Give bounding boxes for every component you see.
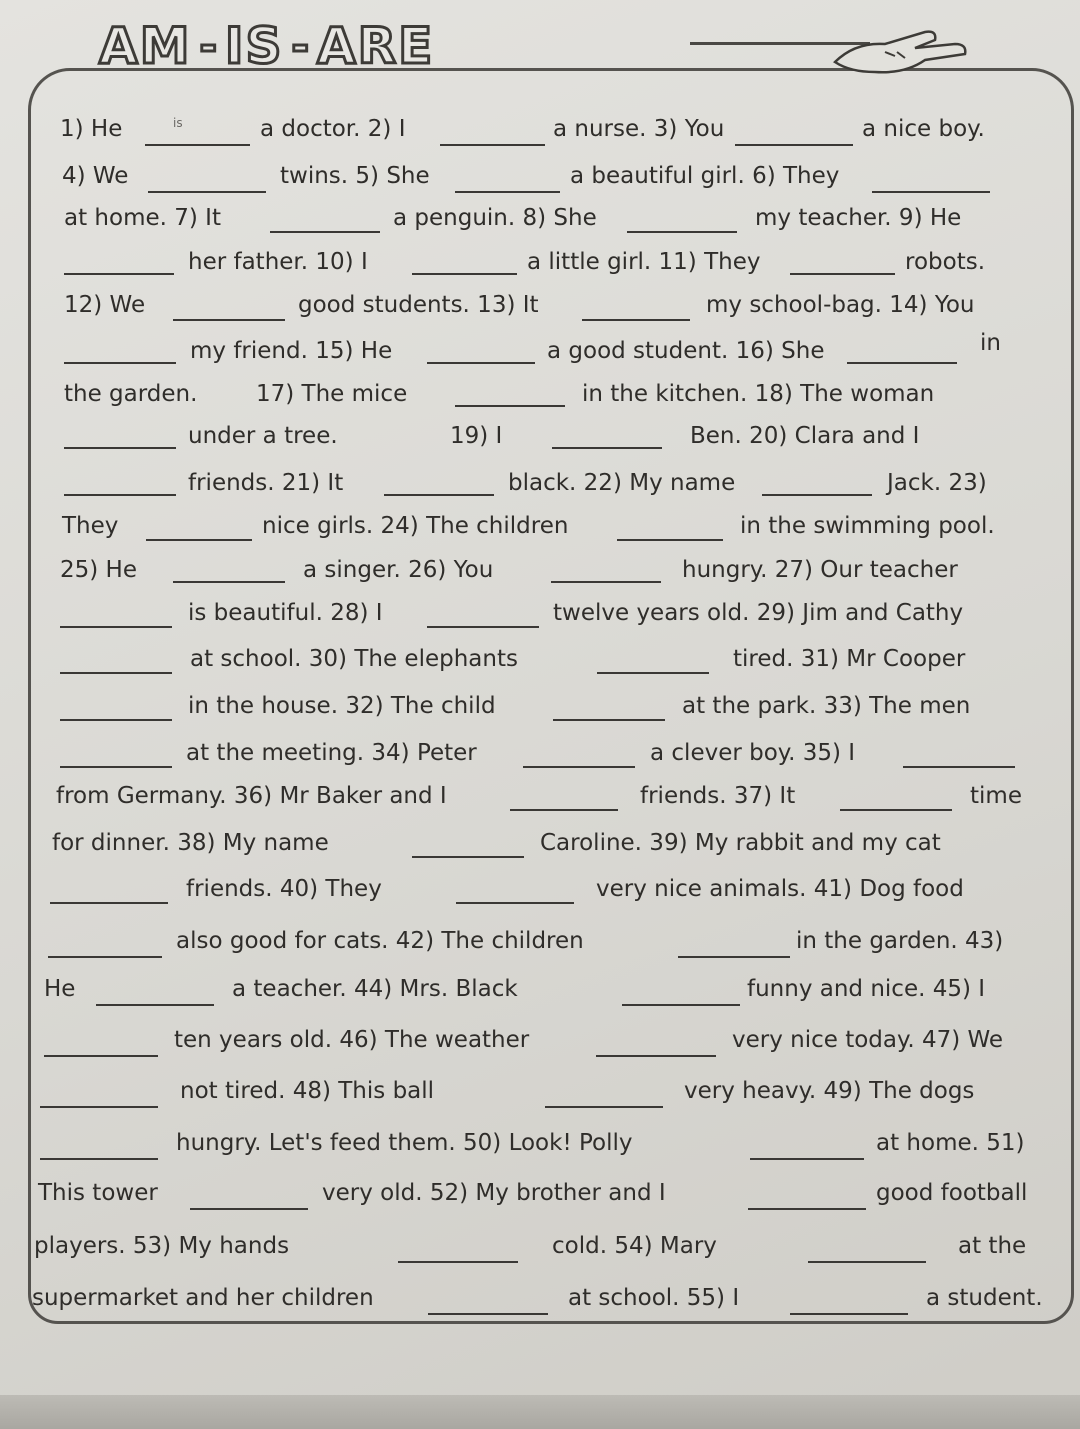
- line-text: 1) He: [60, 116, 123, 142]
- pointing-hand-icon: [825, 22, 975, 82]
- exercise-line: [0, 830, 1080, 870]
- answer-blank[interactable]: [48, 956, 162, 958]
- line-text: 25) He: [60, 557, 137, 583]
- line-text: in the garden. 43): [796, 928, 1004, 954]
- exercise-line: [0, 205, 1080, 245]
- line-text: robots.: [905, 249, 986, 275]
- answer-blank[interactable]: [748, 1208, 866, 1210]
- answer-blank[interactable]: [750, 1158, 864, 1160]
- line-text: a penguin. 8) She: [393, 205, 597, 231]
- line-text: black. 22) My name: [508, 470, 736, 496]
- line-text: 4) We: [62, 163, 129, 189]
- exercise-line: [0, 1027, 1080, 1067]
- answer-blank[interactable]: [398, 1261, 518, 1263]
- line-text: very nice today. 47) We: [732, 1027, 1004, 1053]
- line-text: nice girls. 24) The children: [262, 513, 569, 539]
- title-am: AM: [99, 17, 192, 75]
- answer-blank[interactable]: [790, 1313, 908, 1315]
- line-text: good students. 13) It: [298, 292, 539, 318]
- answer-blank[interactable]: [678, 956, 790, 958]
- answer-blank[interactable]: [545, 1106, 663, 1108]
- answer-blank[interactable]: [64, 447, 176, 449]
- answer-blank[interactable]: [148, 191, 266, 193]
- line-text: very old. 52) My brother and I: [322, 1180, 666, 1206]
- answer-blank[interactable]: [840, 809, 952, 811]
- exercise-line: [0, 1285, 1080, 1325]
- answer-blank[interactable]: [173, 319, 285, 321]
- answer-blank[interactable]: [64, 362, 176, 364]
- line-text: He: [44, 976, 76, 1002]
- exercise-line: [0, 1130, 1080, 1170]
- exercise-line: [0, 1180, 1080, 1220]
- answer-blank[interactable]: [552, 447, 662, 449]
- line-text: my friend. 15) He: [190, 338, 393, 364]
- line-text: also good for cats. 42) The children: [176, 928, 584, 954]
- line-text: hungry. 27) Our teacher: [682, 557, 958, 583]
- line-text: 12) We: [64, 292, 146, 318]
- exercise-line: [0, 330, 1080, 378]
- line-text: is beautiful. 28) I: [188, 600, 383, 626]
- line-text: at school. 55) I: [568, 1285, 740, 1311]
- answer-blank[interactable]: [146, 539, 252, 541]
- line-text: supermarket and her children: [32, 1285, 374, 1311]
- line-text: a clever boy. 35) I: [650, 740, 856, 766]
- line-text: my school-bag. 14) You: [706, 292, 975, 318]
- exercise-line: [0, 381, 1080, 421]
- line-text: a student.: [926, 1285, 1043, 1311]
- answer-blank[interactable]: [510, 809, 618, 811]
- answer-blank[interactable]: [64, 273, 174, 275]
- line-text: a nurse. 3) You: [553, 116, 725, 142]
- line-text: twins. 5) She: [280, 163, 430, 189]
- exercise-line: [0, 928, 1080, 968]
- exercise-line: [0, 1233, 1080, 1273]
- answer-blank[interactable]: [428, 1313, 548, 1315]
- line-text: tired. 31) Mr Cooper: [733, 646, 966, 672]
- line-text: ten years old. 46) The weather: [174, 1027, 530, 1053]
- line-text: twelve years old. 29) Jim and Cathy: [553, 600, 964, 626]
- answer-blank[interactable]: [523, 766, 635, 768]
- line-text: players. 53) My hands: [34, 1233, 290, 1259]
- line-text: for dinner. 38) My name: [52, 830, 329, 856]
- title-is: IS: [224, 17, 284, 75]
- answer-blank[interactable]: [617, 539, 723, 541]
- line-text: from Germany. 36) Mr Baker and I: [56, 783, 447, 809]
- page-bottom-edge: [0, 1395, 1080, 1429]
- answer-blank[interactable]: [145, 144, 250, 146]
- exercise-line: [0, 513, 1080, 553]
- answer-blank[interactable]: [427, 362, 535, 364]
- line-text: friends. 21) It: [188, 470, 344, 496]
- answer-blank[interactable]: [622, 1004, 740, 1006]
- line-text: in the house. 32) The child: [188, 693, 496, 719]
- line-text: hungry. Let's feed them. 50) Look! Polly: [176, 1130, 633, 1156]
- exercise-line: [0, 783, 1080, 823]
- worksheet-title: [95, 17, 438, 80]
- answer-blank[interactable]: [96, 1004, 214, 1006]
- title-are: ARE: [316, 17, 435, 75]
- line-text: in the swimming pool.: [740, 513, 995, 539]
- line-text: Ben. 20) Clara and I: [690, 423, 920, 449]
- answer-blank[interactable]: [270, 231, 380, 233]
- line-text: a teacher. 44) Mrs. Black: [232, 976, 518, 1002]
- answer-blank[interactable]: [412, 856, 524, 858]
- line-text: time: [970, 783, 1022, 809]
- line-text: Jack. 23): [887, 470, 987, 496]
- line-text: cold. 54) Mary: [552, 1233, 717, 1259]
- answer-blank[interactable]: [627, 231, 737, 233]
- line-text: not tired. 48) This ball: [180, 1078, 435, 1104]
- answer-blank[interactable]: [60, 626, 172, 628]
- answer-blank[interactable]: [872, 191, 990, 193]
- answer-blank[interactable]: [597, 672, 709, 674]
- line-text: the garden.: [64, 381, 198, 407]
- line-text: at school. 30) The elephants: [190, 646, 518, 672]
- line-text: friends. 37) It: [640, 783, 796, 809]
- line-text: under a tree.: [188, 423, 338, 449]
- line-text: in: [980, 330, 1001, 356]
- answer-blank[interactable]: [440, 144, 545, 146]
- exercise-line: [0, 740, 1080, 780]
- answer-blank[interactable]: [762, 494, 872, 496]
- exercise-line: [0, 163, 1080, 203]
- answer-blank[interactable]: [384, 494, 494, 496]
- answer-blank[interactable]: [735, 144, 853, 146]
- line-text: 17) The mice: [256, 381, 408, 407]
- line-text: funny and nice. 45) I: [747, 976, 986, 1002]
- line-text: They: [62, 513, 119, 539]
- line-text: a singer. 26) You: [303, 557, 494, 583]
- answer-blank[interactable]: [40, 1158, 158, 1160]
- exercise-line: [0, 292, 1080, 332]
- answer-blank[interactable]: [60, 719, 172, 721]
- exercise-line: [0, 470, 1080, 510]
- line-text: good football: [876, 1180, 1028, 1206]
- answer-blank[interactable]: [64, 494, 176, 496]
- exercise-line: [0, 646, 1080, 686]
- exercise-line: [0, 1078, 1080, 1118]
- line-text: This tower: [38, 1180, 158, 1206]
- answer-blank[interactable]: [903, 766, 1015, 768]
- answer-blank[interactable]: [427, 626, 539, 628]
- answer-blank[interactable]: [551, 581, 661, 583]
- answer-blank[interactable]: [847, 362, 957, 364]
- exercise-line: [0, 976, 1080, 1016]
- line-text: at home. 51): [876, 1130, 1025, 1156]
- answer-blank[interactable]: [553, 719, 665, 721]
- line-text: in the kitchen. 18) The woman: [582, 381, 935, 407]
- answer-blank[interactable]: [808, 1261, 926, 1263]
- line-text: a doctor. 2) I: [260, 116, 406, 142]
- sample-answer: is: [173, 116, 183, 130]
- line-text: 19) I: [450, 423, 503, 449]
- exercise-line: [0, 116, 1080, 156]
- line-text: Caroline. 39) My rabbit and my cat: [540, 830, 941, 856]
- exercise-line: [0, 876, 1080, 916]
- answer-blank[interactable]: [455, 191, 560, 193]
- answer-blank[interactable]: [790, 273, 895, 275]
- answer-blank[interactable]: [455, 405, 565, 407]
- answer-blank[interactable]: [596, 1055, 716, 1057]
- exercise-line: [0, 249, 1080, 289]
- line-text: very nice animals. 41) Dog food: [596, 876, 964, 902]
- answer-blank[interactable]: [60, 766, 172, 768]
- answer-blank[interactable]: [173, 581, 285, 583]
- answer-blank[interactable]: [456, 902, 574, 904]
- line-text: her father. 10) I: [188, 249, 368, 275]
- answer-blank[interactable]: [44, 1055, 158, 1057]
- answer-blank[interactable]: [60, 672, 172, 674]
- title-dash: -: [199, 21, 217, 70]
- line-text: friends. 40) They: [186, 876, 382, 902]
- answer-blank[interactable]: [40, 1106, 158, 1108]
- line-text: at home. 7) It: [64, 205, 221, 231]
- line-text: a beautiful girl. 6) They: [570, 163, 840, 189]
- answer-blank[interactable]: [412, 273, 517, 275]
- line-text: a little girl. 11) They: [527, 249, 761, 275]
- exercise-line: [0, 423, 1080, 463]
- answer-blank[interactable]: [582, 319, 690, 321]
- answer-blank[interactable]: [50, 902, 168, 904]
- answer-blank[interactable]: [190, 1208, 308, 1210]
- line-text: a nice boy.: [862, 116, 985, 142]
- line-text: at the meeting. 34) Peter: [186, 740, 477, 766]
- line-text: a good student. 16) She: [547, 338, 825, 364]
- line-text: my teacher. 9) He: [755, 205, 962, 231]
- line-text: very heavy. 49) The dogs: [684, 1078, 975, 1104]
- line-text: at the park. 33) The men: [682, 693, 971, 719]
- exercise-line: [0, 557, 1080, 597]
- exercise-line: [0, 693, 1080, 733]
- line-text: at the: [958, 1233, 1027, 1259]
- exercise-line: [0, 600, 1080, 640]
- title-dash: -: [291, 21, 309, 70]
